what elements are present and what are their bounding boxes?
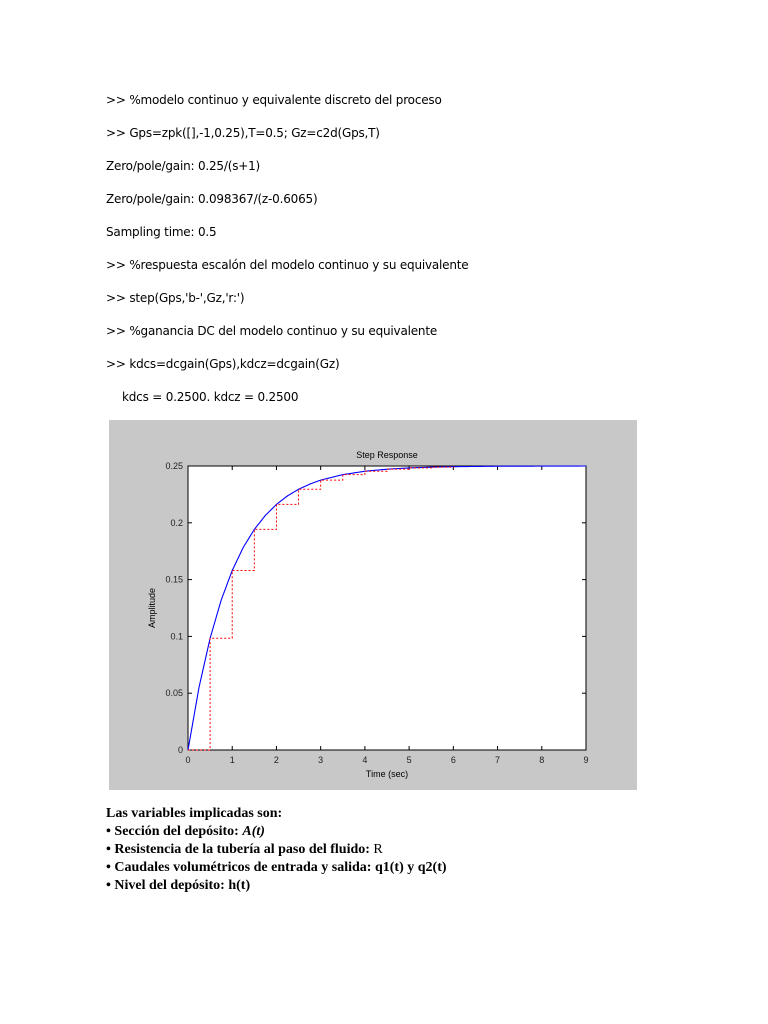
output-line: Sampling time: 0.5 [106, 225, 217, 239]
x-axis-label: Time (sec) [365, 769, 409, 779]
bullet: • [106, 860, 111, 875]
x-tick-label: 2 [273, 755, 279, 765]
output-line: Zero/pole/gain: 0.25/(s+1) [106, 159, 261, 173]
variable-value: A(t) [242, 824, 265, 839]
x-tick-label: 6 [450, 755, 456, 765]
x-tick-label: 3 [318, 755, 324, 765]
bullet: • [106, 842, 111, 857]
command-line: >> step(Gps,'b-',Gz,'r:') [106, 291, 245, 305]
variable-value: q1(t) y q2(t) [374, 860, 447, 875]
variables-heading: Las variables implicadas son: [106, 806, 283, 821]
command-line: >> %modelo continuo y equivalente discreto del proceso [106, 93, 442, 107]
x-tick-label: 5 [406, 755, 412, 765]
y-tick-label: 0.05 [165, 688, 183, 699]
variable-item [106, 860, 447, 876]
variable-label: Nivel del depósito: [114, 878, 229, 893]
y-tick-label: 0.2 [170, 517, 183, 528]
variable-item [106, 842, 383, 858]
command-line: >> %ganancia DC del modelo continuo y su equivalente [106, 324, 438, 338]
x-tick-label: 1 [229, 755, 235, 765]
bullet: • [106, 878, 111, 893]
y-tick-label: 0.25 [165, 461, 183, 471]
variable-item [106, 824, 265, 840]
step-response-chart [109, 420, 637, 790]
x-tick-label: 7 [495, 755, 501, 765]
output-line: Zero/pole/gain: 0.098367/(z-0.6065) [106, 192, 318, 206]
bullet: • [106, 824, 111, 839]
chart-title: Step Response [356, 450, 418, 460]
command-line: >> kdcs=dcgain(Gps),kdcz=dcgain(Gz) [106, 357, 340, 371]
plot-area [188, 466, 586, 750]
command-line: >> Gps=zpk([],-1,0.25),T=0.5; Gz=c2d(Gps,T) [106, 126, 380, 140]
variable-value: R [373, 842, 383, 857]
x-tick-label: 9 [583, 755, 589, 765]
x-tick-label: 8 [539, 755, 545, 765]
command-line: >> %respuesta escalón del modelo continuo y su equivalente [106, 258, 469, 272]
variable-label: Caudales volumétricos de entrada y salida: [114, 860, 375, 875]
x-tick-label: 0 [185, 755, 191, 765]
variable-label: Resistencia de la tubería al paso del fluido: [114, 842, 374, 857]
output-line: kdcs = 0.2500. kdcz = 0.2500 [122, 390, 299, 404]
variable-value: h(t) [228, 878, 251, 893]
variable-label: Sección del depósito: [114, 824, 243, 839]
y-axis-label: Amplitude [147, 587, 157, 629]
y-tick-label: 0.1 [170, 631, 183, 642]
step-response-figure [109, 420, 637, 790]
y-tick-label: 0 [177, 745, 183, 755]
x-tick-label: 4 [362, 755, 368, 765]
y-tick-label: 0.15 [165, 574, 183, 585]
variable-item [106, 878, 250, 894]
